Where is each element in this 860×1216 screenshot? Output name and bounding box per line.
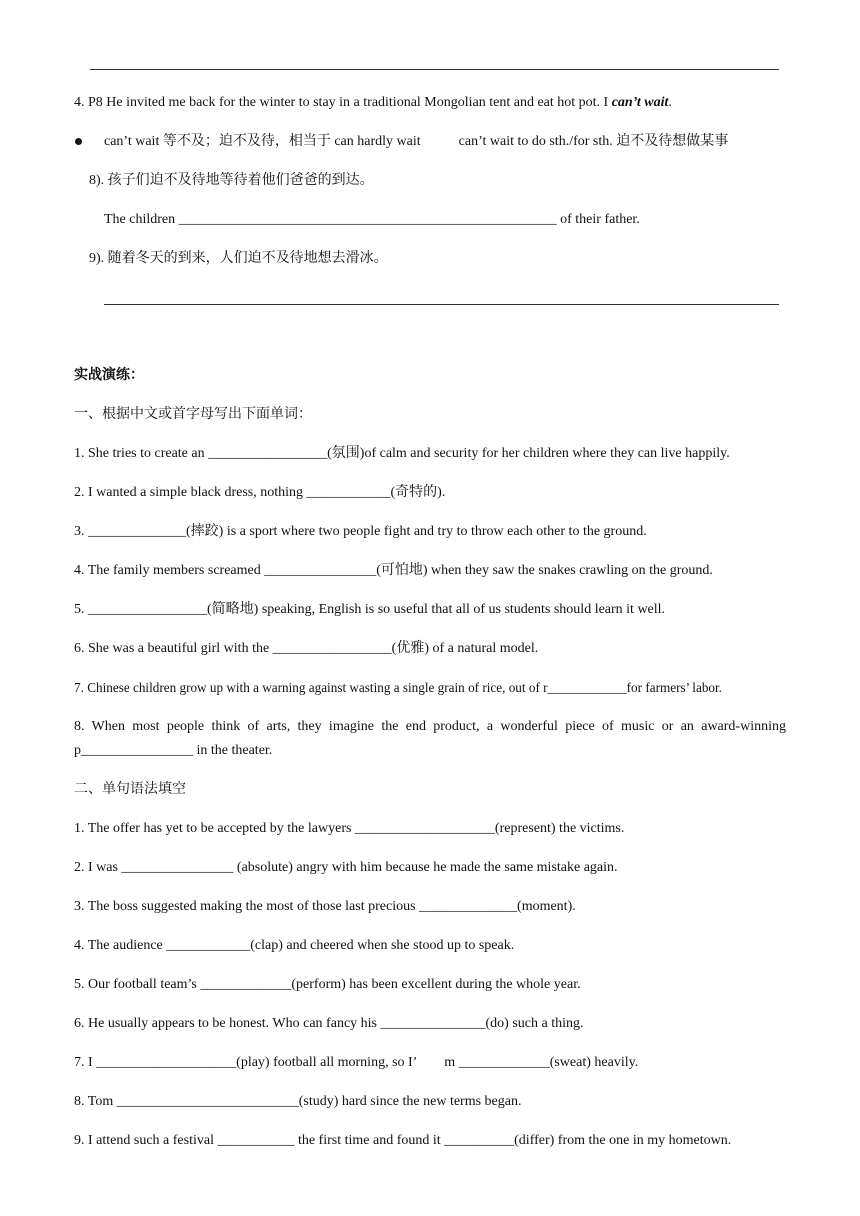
translation-prompt-8: 8). 孩子们迫不及待地等待着他们爸爸的到达。 — [89, 173, 374, 188]
translation-prompt-9: 9). 随着冬天的到来，人们迫不及待地想去滑冰。 — [89, 251, 388, 266]
example-text: 4. P8 He invited me back for the winter to stay in a traditional Mongolian tent and eat hot pot. I — [74, 95, 612, 110]
section-heading: 实战演练： — [74, 368, 144, 383]
exercise-item: 2. I was ________________ (absolute) angry with him because he made the same mistake again. — [74, 860, 618, 875]
exercise-item: 7. I ____________________(play) football all morning, so I’ m _____________(sweat) heavily. — [74, 1055, 639, 1070]
exercise-item: 3. The boss suggested making the most of those last precious ______________(moment). — [74, 899, 576, 914]
exercise-item: 4. The audience ____________(clap) and cheered when she stood up to speak. — [74, 938, 515, 953]
example-sentence-4: 4. P8 He invited me back for the winter to stay in a traditional Mongolian tent and eat hot pot. I can’t wait. — [74, 95, 672, 110]
phrase-note-part1: can’t wait 等不及；迫不及待，相当于 can hardly wait — [104, 134, 421, 149]
exercise-item: 2. I wanted a simple black dress, nothing ____________(奇特的). — [74, 485, 446, 500]
phrase-note — [104, 133, 728, 151]
exercise-item: 7. Chinese children grow up with a warning against wasting a single grain of rice, out of r____________for farmers’ labor. — [74, 680, 722, 695]
exercise-item: 4. The family members screamed ________________(可怕地) when they saw the snakes crawling on the ground. — [74, 563, 713, 578]
answer-line — [104, 304, 779, 305]
exercise-item: 3. ______________(摔跤) is a sport where two people fight and try to throw each other to the ground. — [74, 524, 647, 539]
exercise-item: 9. I attend such a festival ___________ the first time and found it __________(differ) from the one in my hometown. — [74, 1133, 732, 1148]
bullet-icon — [75, 138, 82, 145]
exercise-item: 6. She was a beautiful girl with the _________________(优雅) of a natural model. — [74, 641, 539, 656]
translation-answer-8: The children ______________________________________________________ of their father. — [104, 212, 640, 227]
exercise-item: 8. When most people think of arts, they imagine the end product, a wonderful piece of music or an award-winning — [74, 719, 786, 734]
exercise-item: 8. Tom __________________________(study) hard since the new terms began. — [74, 1094, 522, 1109]
key-phrase: can’t wait — [611, 95, 669, 110]
exercise-item-continued: p________________ in the theater. — [74, 743, 273, 758]
answer-line — [90, 69, 779, 70]
section1-title: 一、根据中文或首字母写出下面单词： — [74, 407, 312, 422]
section2-title: 二、单句语法填空 — [74, 782, 186, 797]
phrase-note-part2: can’t wait to do sth./for sth. 迫不及待想做某事 — [458, 134, 729, 149]
exercise-item: 1. She tries to create an _________________(氛围)of calm and security for her children where they can live happily. — [74, 446, 730, 461]
exercise-item: 5. _________________(简略地) speaking, English is so useful that all of us students should learn it well. — [74, 602, 666, 617]
exercise-item: 1. The offer has yet to be accepted by the lawyers ____________________(represent) the victims. — [74, 821, 625, 836]
exercise-item: 5. Our football team’s _____________(perform) has been excellent during the whole year. — [74, 977, 581, 992]
exercise-item: 6. He usually appears to be honest. Who can fancy his _______________(do) such a thing. — [74, 1016, 584, 1031]
